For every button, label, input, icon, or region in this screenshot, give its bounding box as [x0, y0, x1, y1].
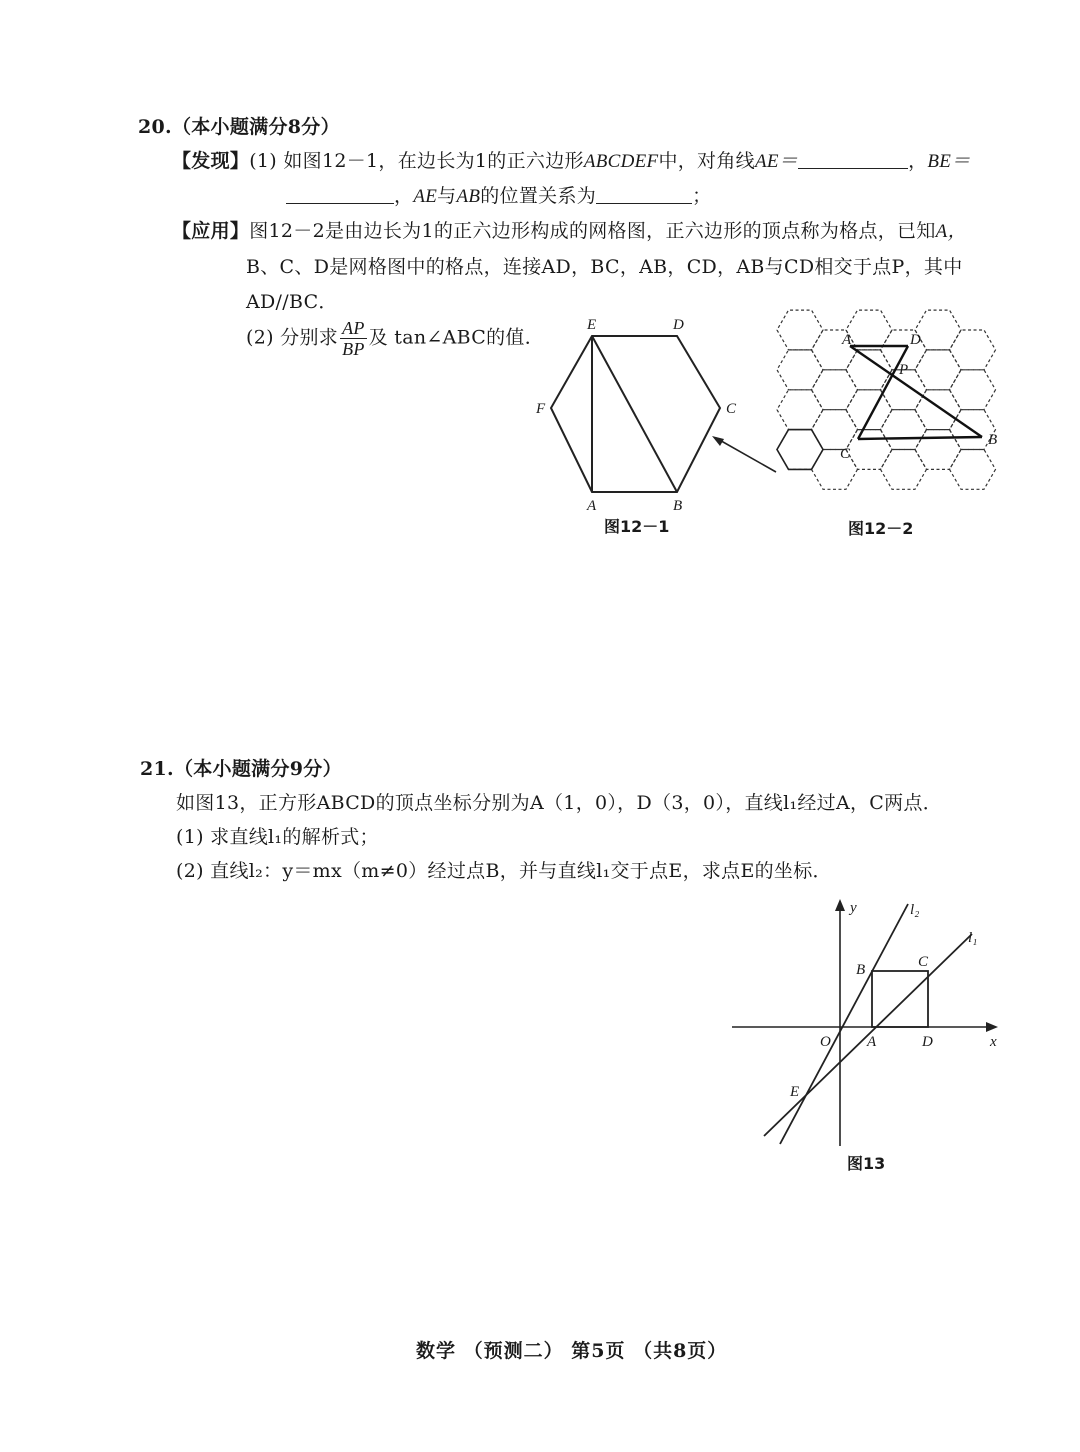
- grid-hexagon: [846, 310, 892, 350]
- grid-hexagon: [915, 430, 961, 470]
- figure-12-2: [770, 298, 1000, 518]
- grid-hexagon: [950, 450, 996, 490]
- label-b: B: [856, 962, 866, 978]
- comma: ，: [908, 150, 928, 172]
- label-x: x: [990, 1034, 997, 1050]
- hexagon-name: ABCDEF: [583, 151, 659, 172]
- label-d: D: [673, 317, 684, 333]
- hexagon-grid: [777, 310, 996, 489]
- grid-hexagon: [950, 370, 996, 410]
- discover-mid: 中，对角线: [658, 150, 755, 172]
- grid-hexagon: [777, 310, 823, 350]
- part2-pre: (2) 分别求: [246, 326, 339, 349]
- line2-end: ；: [692, 185, 712, 207]
- label-a: A: [842, 332, 852, 348]
- diagonal-eb: [592, 336, 677, 492]
- label-b: B: [673, 498, 683, 514]
- segment-ab: [850, 346, 982, 437]
- answer-blank-be[interactable]: [286, 185, 394, 204]
- grid-hexagon-solid: [777, 430, 823, 470]
- discover-tag: 【发现】: [172, 150, 250, 172]
- label-c: C: [918, 954, 929, 970]
- q20-apply-line2: B、C、D是网格图中的格点，连接AD，BC，AB，CD，AB与CD相交于点P，其中: [246, 256, 963, 278]
- label-l1: l₁: [968, 930, 978, 946]
- grid-hexagon: [846, 390, 892, 430]
- q21-header: 21.（本小题满分9分）: [140, 758, 342, 780]
- label-c: C: [726, 401, 737, 417]
- q20-part2: [246, 318, 544, 359]
- line-l2: [780, 904, 908, 1144]
- square-abcd: [872, 971, 928, 1027]
- figure-12-1: [530, 312, 760, 512]
- grid-hexagon: [915, 310, 961, 350]
- grid-hexagon: [777, 430, 823, 470]
- fraction-ap-bp: [340, 318, 367, 359]
- fraction-denominator: BP: [342, 339, 365, 359]
- grid-hexagon: [881, 450, 927, 490]
- label-a: A: [867, 1034, 877, 1050]
- apply-end: A，: [935, 221, 967, 242]
- figure-12-1-caption: 图12－1: [604, 517, 670, 536]
- grid-hexagon: [777, 390, 823, 430]
- grid-hexagon: [881, 410, 927, 450]
- grid-hexagon: [846, 430, 892, 470]
- grid-hexagon: [950, 330, 996, 370]
- label-c: C: [840, 446, 851, 462]
- label-e: E: [790, 1084, 800, 1100]
- line2-relation: 的位置关系为: [480, 185, 597, 207]
- x-axis-arrow-icon: [986, 1022, 998, 1032]
- ae-equals: AE＝: [754, 151, 799, 172]
- grid-hexagon: [915, 350, 961, 390]
- q20-discover-line2: [286, 181, 711, 208]
- page-footer: 数学 （预测二） 第5页 （共8页）: [416, 1340, 728, 1362]
- apply-text: 图12－2是由边长为1的正六边形构成的网格图，正六边形的顶点称为格点，已知: [249, 220, 936, 242]
- q21-part2: (2) 直线l₂：y＝mx（m≠0）经过点B，并与直线l₁交于点E，求点E的坐标．: [176, 860, 832, 882]
- q21-part1: (1) 求直线l₁的解析式；: [176, 826, 379, 848]
- grid-hexagon: [812, 370, 858, 410]
- label-y: y: [850, 900, 857, 916]
- segment-bc: [858, 437, 982, 439]
- fraction-numerator: AP: [342, 318, 365, 338]
- q21-line1: 如图13，正方形ABCD的顶点坐标分别为A（1，0），D（3，0），直线l₁经过A，C两点．: [176, 792, 943, 814]
- answer-blank-relation[interactable]: [596, 185, 692, 204]
- q20-header: 20.（本小题满分8分）: [138, 116, 340, 138]
- q20-apply-line1: [172, 216, 967, 243]
- ab-label: AB: [456, 186, 481, 207]
- ae-label: AE: [413, 186, 438, 207]
- q20-discover-line1: [172, 146, 971, 173]
- label-e: E: [587, 317, 597, 333]
- discover-text: (1) 如图12－1，在边长为1的正六边形: [249, 150, 584, 172]
- q20-apply-line3: AD//BC．: [246, 291, 338, 313]
- grid-hexagon: [812, 410, 858, 450]
- grid-hexagon: [777, 350, 823, 390]
- label-p: P: [899, 362, 909, 378]
- apply-tag: 【应用】: [172, 220, 250, 242]
- figure-13-caption: 图13: [847, 1154, 886, 1173]
- line2-yu: 与: [437, 185, 457, 207]
- answer-blank-ae[interactable]: [798, 150, 908, 169]
- figure-12-2-caption: 图12－2: [848, 519, 914, 538]
- label-l2: l₂: [910, 902, 920, 918]
- be-equals: BE＝: [927, 151, 971, 172]
- line2-comma: ，: [394, 185, 414, 207]
- label-o: O: [820, 1034, 831, 1050]
- figure-13: [728, 894, 1008, 1164]
- label-d: D: [922, 1034, 933, 1050]
- grid-hexagon: [812, 450, 858, 490]
- label-a: A: [587, 498, 597, 514]
- label-d: D: [910, 332, 921, 348]
- y-axis-arrow-icon: [835, 899, 845, 911]
- part2-post: 及 tan∠ABC的值．: [368, 326, 544, 349]
- label-f: F: [536, 401, 546, 417]
- label-b: B: [988, 432, 998, 448]
